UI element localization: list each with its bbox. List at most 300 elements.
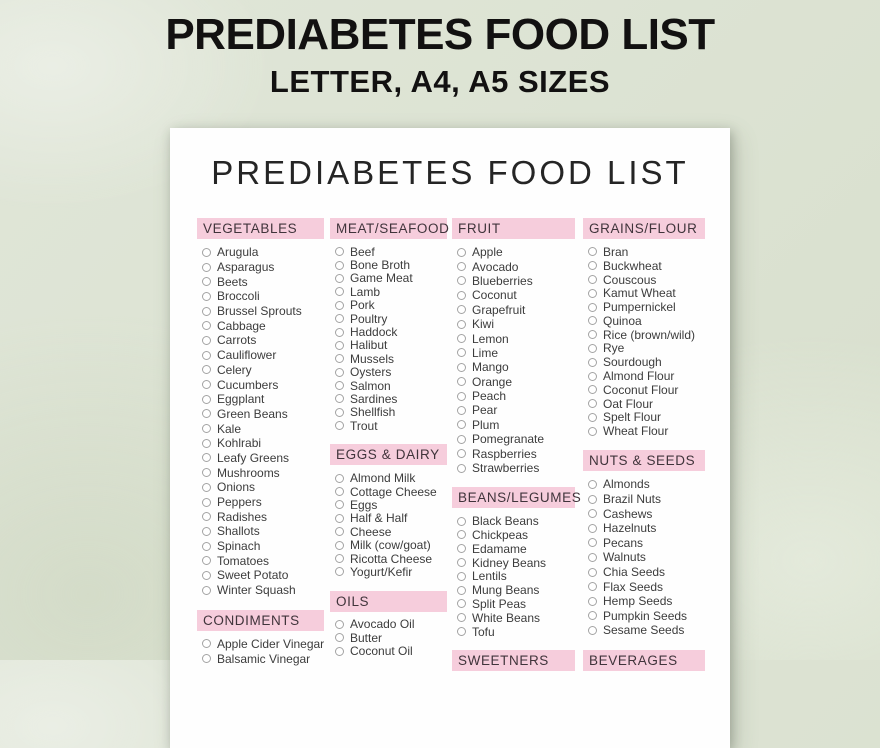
- radio-button[interactable]: [335, 381, 344, 390]
- category-header: GRAINS/FLOUR: [583, 218, 705, 239]
- list-item: [457, 556, 575, 570]
- food-item-label: Peppers: [217, 495, 262, 510]
- category-header: EGGS & DAIRY: [330, 444, 447, 465]
- list-item: [588, 521, 705, 536]
- radio-button[interactable]: [335, 341, 344, 350]
- list-item: [588, 355, 705, 369]
- food-item-label: Kohlrabi: [217, 436, 262, 451]
- food-item-label: Cheese: [350, 524, 392, 539]
- food-item-label: Spelt Flour: [603, 410, 662, 425]
- food-item-label: Almonds: [603, 477, 650, 492]
- food-item-label: Buckwheat: [603, 258, 662, 273]
- list-item: [588, 286, 705, 300]
- food-item-label: Black Beans: [472, 514, 539, 529]
- radio-button[interactable]: [457, 530, 466, 539]
- food-item-label: Avocado Oil: [350, 617, 415, 632]
- radio-button[interactable]: [588, 261, 597, 270]
- food-list: [452, 245, 575, 475]
- radio-button[interactable]: [588, 275, 597, 284]
- list-item: [335, 498, 447, 511]
- list-item: [335, 406, 447, 419]
- food-item-label: Wheat Flour: [603, 424, 669, 439]
- food-item-label: Brazil Nuts: [603, 492, 662, 507]
- food-item-label: Chia Seeds: [603, 565, 666, 580]
- category-section: [583, 218, 705, 438]
- list-item: [588, 609, 705, 624]
- food-list: [452, 514, 575, 638]
- radio-button[interactable]: [457, 572, 466, 581]
- radio-button[interactable]: [335, 314, 344, 323]
- list-item: [202, 274, 324, 289]
- list-item: [202, 583, 324, 598]
- food-item-label: Haddock: [350, 325, 398, 340]
- list-item: [202, 407, 324, 422]
- list-item: [457, 583, 575, 597]
- list-item: [335, 618, 447, 631]
- list-item: [588, 245, 705, 259]
- food-item-label: Peach: [472, 389, 507, 404]
- radio-button[interactable]: [202, 395, 211, 404]
- list-item: [202, 318, 324, 333]
- radio-button[interactable]: [588, 597, 597, 606]
- food-item-label: Cottage Cheese: [350, 484, 437, 499]
- radio-button[interactable]: [202, 439, 211, 448]
- food-column: [330, 218, 450, 659]
- food-item-label: Half & Half: [350, 511, 408, 526]
- food-item-label: Strawberries: [472, 461, 540, 476]
- list-item: [588, 273, 705, 287]
- radio-button[interactable]: [588, 568, 597, 577]
- category-section: [452, 650, 575, 671]
- list-item: [335, 285, 447, 298]
- list-item: [457, 259, 575, 273]
- food-list: [583, 245, 705, 438]
- list-item: [335, 312, 447, 325]
- radio-button[interactable]: [335, 620, 344, 629]
- food-item-label: Mung Beans: [472, 583, 540, 598]
- food-item-label: Halibut: [350, 338, 388, 353]
- radio-button[interactable]: [335, 301, 344, 310]
- list-item: [202, 377, 324, 392]
- list-item: [588, 411, 705, 425]
- food-list: [330, 618, 447, 658]
- radio-button[interactable]: [202, 277, 211, 286]
- food-item-label: Pumpernickel: [603, 300, 676, 315]
- radio-button[interactable]: [457, 248, 466, 257]
- list-item: [202, 245, 324, 260]
- radio-button[interactable]: [457, 599, 466, 608]
- list-item: [335, 339, 447, 352]
- list-item: [457, 446, 575, 460]
- food-item-label: Arugula: [217, 245, 259, 260]
- food-item-label: Coconut Flour: [603, 382, 679, 397]
- radio-button[interactable]: [335, 247, 344, 256]
- food-item-label: Bran: [603, 244, 629, 259]
- radio-button[interactable]: [335, 514, 344, 523]
- radio-button[interactable]: [588, 303, 597, 312]
- category-header: OILS: [330, 591, 447, 612]
- radio-button[interactable]: [588, 582, 597, 591]
- radio-button[interactable]: [335, 408, 344, 417]
- food-item-label: Couscous: [603, 272, 657, 287]
- radio-button[interactable]: [588, 344, 597, 353]
- radio-button[interactable]: [457, 449, 466, 458]
- radio-button[interactable]: [202, 365, 211, 374]
- radio-button[interactable]: [202, 654, 211, 663]
- category-section: [197, 218, 324, 598]
- radio-button[interactable]: [457, 348, 466, 357]
- list-item: [335, 245, 447, 258]
- list-item: [588, 259, 705, 273]
- promo-title: PREDIABETES FOOD LIST: [165, 10, 715, 59]
- category-section: [583, 450, 705, 638]
- radio-button[interactable]: [202, 321, 211, 330]
- radio-button[interactable]: [335, 474, 344, 483]
- radio-button[interactable]: [457, 627, 466, 636]
- radio-button[interactable]: [202, 336, 211, 345]
- category-section: [197, 610, 324, 666]
- food-item-label: Beef: [350, 244, 375, 259]
- category-section: [452, 487, 582, 639]
- list-item: [588, 506, 705, 521]
- list-item: [588, 565, 705, 580]
- list-item: [588, 328, 705, 342]
- list-item: [335, 485, 447, 498]
- list-item: [335, 379, 447, 392]
- food-column: [583, 218, 705, 677]
- list-item: [202, 304, 324, 319]
- food-item-label: Walnuts: [603, 550, 646, 565]
- food-list: [330, 245, 447, 432]
- list-item: [588, 623, 705, 638]
- food-item-label: Raspberries: [472, 446, 537, 461]
- radio-button[interactable]: [457, 420, 466, 429]
- food-item-label: Sourdough: [603, 355, 662, 370]
- food-item-label: Rice (brown/wild): [603, 327, 696, 342]
- radio-button[interactable]: [202, 498, 211, 507]
- food-item-label: Leafy Greens: [217, 450, 290, 465]
- list-item: [335, 525, 447, 538]
- food-item-label: Rye: [603, 341, 625, 356]
- radio-button[interactable]: [588, 611, 597, 620]
- radio-button[interactable]: [588, 524, 597, 533]
- list-item: [335, 258, 447, 271]
- radio-button[interactable]: [202, 409, 211, 418]
- radio-button[interactable]: [202, 527, 211, 536]
- radio-button[interactable]: [202, 380, 211, 389]
- food-item-label: Lentils: [472, 569, 507, 584]
- food-item-label: Green Beans: [217, 406, 288, 421]
- list-item: [335, 352, 447, 365]
- list-item: [457, 274, 575, 288]
- list-item: [335, 325, 447, 338]
- food-item-label: Chickpeas: [472, 527, 529, 542]
- food-item-label: Broccoli: [217, 289, 260, 304]
- food-item-label: Hemp Seeds: [603, 594, 673, 609]
- radio-button[interactable]: [202, 556, 211, 565]
- radio-button[interactable]: [588, 427, 597, 436]
- list-item: [588, 477, 705, 492]
- radio-button[interactable]: [202, 483, 211, 492]
- radio-button[interactable]: [457, 363, 466, 372]
- food-item-label: Ricotta Cheese: [350, 551, 433, 566]
- list-item: [457, 245, 575, 259]
- food-item-label: Game Meat: [350, 271, 413, 286]
- food-item-label: Radishes: [217, 509, 268, 524]
- list-item: [588, 550, 705, 565]
- food-list: [583, 477, 705, 638]
- radio-button[interactable]: [202, 307, 211, 316]
- radio-button[interactable]: [202, 639, 211, 648]
- radio-button[interactable]: [335, 647, 344, 656]
- radio-button[interactable]: [457, 613, 466, 622]
- list-item: [457, 288, 575, 302]
- category-header: SWEETNERS: [452, 650, 575, 671]
- list-item: [202, 348, 324, 363]
- radio-button[interactable]: [335, 421, 344, 430]
- food-item-label: Kale: [217, 421, 242, 436]
- list-item: [457, 569, 575, 583]
- list-item: [457, 303, 575, 317]
- list-item: [457, 418, 575, 432]
- radio-button[interactable]: [202, 453, 211, 462]
- list-item: [202, 333, 324, 348]
- radio-button[interactable]: [588, 480, 597, 489]
- food-item-label: Celery: [217, 362, 252, 377]
- radio-button[interactable]: [335, 567, 344, 576]
- radio-button[interactable]: [335, 500, 344, 509]
- food-item-label: Poultry: [350, 311, 388, 326]
- list-item: [588, 383, 705, 397]
- radio-button[interactable]: [588, 413, 597, 422]
- list-item: [335, 471, 447, 484]
- list-item: [588, 594, 705, 609]
- radio-button[interactable]: [457, 291, 466, 300]
- radio-button[interactable]: [202, 351, 211, 360]
- food-item-label: Orange: [472, 374, 513, 389]
- food-item-label: Mussels: [350, 351, 395, 366]
- food-item-label: Quinoa: [603, 313, 642, 328]
- food-item-label: Cabbage: [217, 318, 266, 333]
- list-item: [202, 524, 324, 539]
- food-item-label: Mushrooms: [217, 465, 280, 480]
- food-item-label: Pumpkin Seeds: [603, 608, 688, 623]
- radio-button[interactable]: [335, 554, 344, 563]
- food-item-label: Beets: [217, 274, 248, 289]
- radio-button[interactable]: [202, 468, 211, 477]
- food-list: [197, 637, 324, 666]
- radio-button[interactable]: [588, 316, 597, 325]
- food-column: [452, 218, 582, 677]
- food-item-label: Shallots: [217, 524, 260, 539]
- radio-button[interactable]: [335, 274, 344, 283]
- radio-button[interactable]: [457, 262, 466, 271]
- radio-button[interactable]: [457, 392, 466, 401]
- radio-button[interactable]: [202, 263, 211, 272]
- food-item-label: Bone Broth: [350, 258, 411, 273]
- radio-button[interactable]: [588, 358, 597, 367]
- food-item-label: Tomatoes: [217, 553, 270, 568]
- list-item: [588, 536, 705, 551]
- list-item: [457, 528, 575, 542]
- food-item-label: Brussel Sprouts: [217, 304, 302, 319]
- category-section: [330, 591, 447, 658]
- category-section: [583, 650, 705, 671]
- list-item: [457, 317, 575, 331]
- radio-button[interactable]: [588, 509, 597, 518]
- radio-button[interactable]: [588, 626, 597, 635]
- food-item-label: Pork: [350, 298, 375, 313]
- promo-subtitle: LETTER, A4, A5 SIZES: [269, 64, 611, 99]
- food-item-label: Coconut: [472, 288, 517, 303]
- food-item-label: Pear: [472, 403, 498, 418]
- food-item-label: Kiwi: [472, 317, 495, 332]
- food-list: [330, 471, 447, 578]
- radio-button[interactable]: [457, 558, 466, 567]
- food-item-label: Tofu: [472, 624, 495, 639]
- radio-button[interactable]: [588, 372, 597, 381]
- radio-button[interactable]: [335, 368, 344, 377]
- category-header: MEAT/SEAFOOD: [330, 218, 447, 239]
- category-section: [452, 218, 575, 475]
- radio-button[interactable]: [457, 377, 466, 386]
- food-item-label: Shellfish: [350, 405, 396, 420]
- food-item-label: Split Peas: [472, 596, 527, 611]
- radio-button[interactable]: [202, 424, 211, 433]
- list-item: [457, 403, 575, 417]
- food-item-label: Carrots: [217, 333, 257, 348]
- radio-button[interactable]: [588, 385, 597, 394]
- radio-button[interactable]: [588, 495, 597, 504]
- category-header: BEVERAGES: [583, 650, 705, 671]
- food-item-label: Grapefruit: [472, 302, 526, 317]
- list-item: [335, 392, 447, 405]
- food-item-label: Winter Squash: [217, 583, 296, 598]
- food-item-label: Kamut Wheat: [603, 286, 676, 301]
- list-item: [588, 492, 705, 507]
- radio-button[interactable]: [335, 354, 344, 363]
- food-item-label: Lime: [472, 345, 499, 360]
- category-section: [330, 218, 450, 433]
- radio-button[interactable]: [335, 527, 344, 536]
- list-item: [588, 342, 705, 356]
- list-item: [335, 272, 447, 285]
- list-item: [457, 331, 575, 345]
- radio-button[interactable]: [202, 292, 211, 301]
- list-item: [335, 299, 447, 312]
- list-item: [202, 392, 324, 407]
- list-item: [588, 424, 705, 438]
- radio-button[interactable]: [202, 586, 211, 595]
- radio-button[interactable]: [202, 571, 211, 580]
- food-item-label: Eggplant: [217, 392, 265, 407]
- radio-button[interactable]: [588, 538, 597, 547]
- radio-button[interactable]: [335, 394, 344, 403]
- food-item-label: White Beans: [472, 610, 541, 625]
- radio-button[interactable]: [335, 487, 344, 496]
- food-item-label: Sweet Potato: [217, 568, 289, 583]
- category-header: CONDIMENTS: [197, 610, 324, 631]
- list-item: [202, 421, 324, 436]
- category-header: VEGETABLES: [197, 218, 324, 239]
- radio-button[interactable]: [335, 261, 344, 270]
- list-item: [335, 644, 447, 657]
- radio-button[interactable]: [457, 586, 466, 595]
- list-item: [457, 346, 575, 360]
- radio-button[interactable]: [457, 406, 466, 415]
- category-header: NUTS & SEEDS: [583, 450, 705, 471]
- category-section: [330, 444, 447, 578]
- food-item-label: Lamb: [350, 284, 381, 299]
- list-item: [202, 289, 324, 304]
- food-item-label: Milk (cow/goat): [350, 538, 431, 553]
- radio-button[interactable]: [202, 542, 211, 551]
- food-item-label: Blueberries: [472, 273, 533, 288]
- food-item-label: Butter: [350, 630, 383, 645]
- list-item: [457, 625, 575, 639]
- food-item-label: Kidney Beans: [472, 555, 547, 570]
- food-column: [197, 218, 324, 666]
- food-item-label: Mango: [472, 360, 509, 375]
- food-item-label: Edamame: [472, 541, 527, 556]
- list-item: [202, 509, 324, 524]
- radio-button[interactable]: [457, 320, 466, 329]
- food-item-label: Onions: [217, 480, 256, 495]
- radio-button[interactable]: [335, 633, 344, 642]
- list-item: [202, 495, 324, 510]
- list-item: [457, 514, 575, 528]
- radio-button[interactable]: [588, 399, 597, 408]
- list-item: [202, 451, 324, 466]
- food-item-label: Balsamic Vinegar: [217, 651, 311, 666]
- list-item: [457, 360, 575, 374]
- list-item: [588, 579, 705, 594]
- radio-button[interactable]: [202, 248, 211, 257]
- radio-button[interactable]: [335, 328, 344, 337]
- list-item: [335, 565, 447, 578]
- food-item-label: Plum: [472, 417, 500, 432]
- radio-button[interactable]: [457, 334, 466, 343]
- list-item: [588, 314, 705, 328]
- radio-button[interactable]: [588, 553, 597, 562]
- radio-button[interactable]: [457, 544, 466, 553]
- radio-button[interactable]: [588, 330, 597, 339]
- list-item: [335, 538, 447, 551]
- radio-button[interactable]: [457, 276, 466, 285]
- radio-button[interactable]: [457, 464, 466, 473]
- food-item-label: Avocado: [472, 259, 519, 274]
- list-item: [335, 552, 447, 565]
- list-item: [457, 375, 575, 389]
- radio-button[interactable]: [457, 305, 466, 314]
- food-item-label: Lemon: [472, 331, 509, 346]
- radio-button[interactable]: [335, 541, 344, 550]
- radio-button[interactable]: [457, 517, 466, 526]
- radio-button[interactable]: [457, 435, 466, 444]
- radio-button[interactable]: [202, 512, 211, 521]
- food-item-label: Eggs: [350, 497, 378, 512]
- food-item-label: Almond Flour: [603, 369, 675, 384]
- food-item-label: Sardines: [350, 392, 398, 406]
- food-item-label: Spinach: [217, 539, 261, 554]
- list-item: [202, 260, 324, 275]
- radio-button[interactable]: [588, 289, 597, 298]
- radio-button[interactable]: [588, 247, 597, 256]
- food-item-label: Coconut Oil: [350, 644, 413, 659]
- food-list: [197, 245, 324, 598]
- food-item-label: Asparagus: [217, 260, 275, 275]
- radio-button[interactable]: [335, 287, 344, 296]
